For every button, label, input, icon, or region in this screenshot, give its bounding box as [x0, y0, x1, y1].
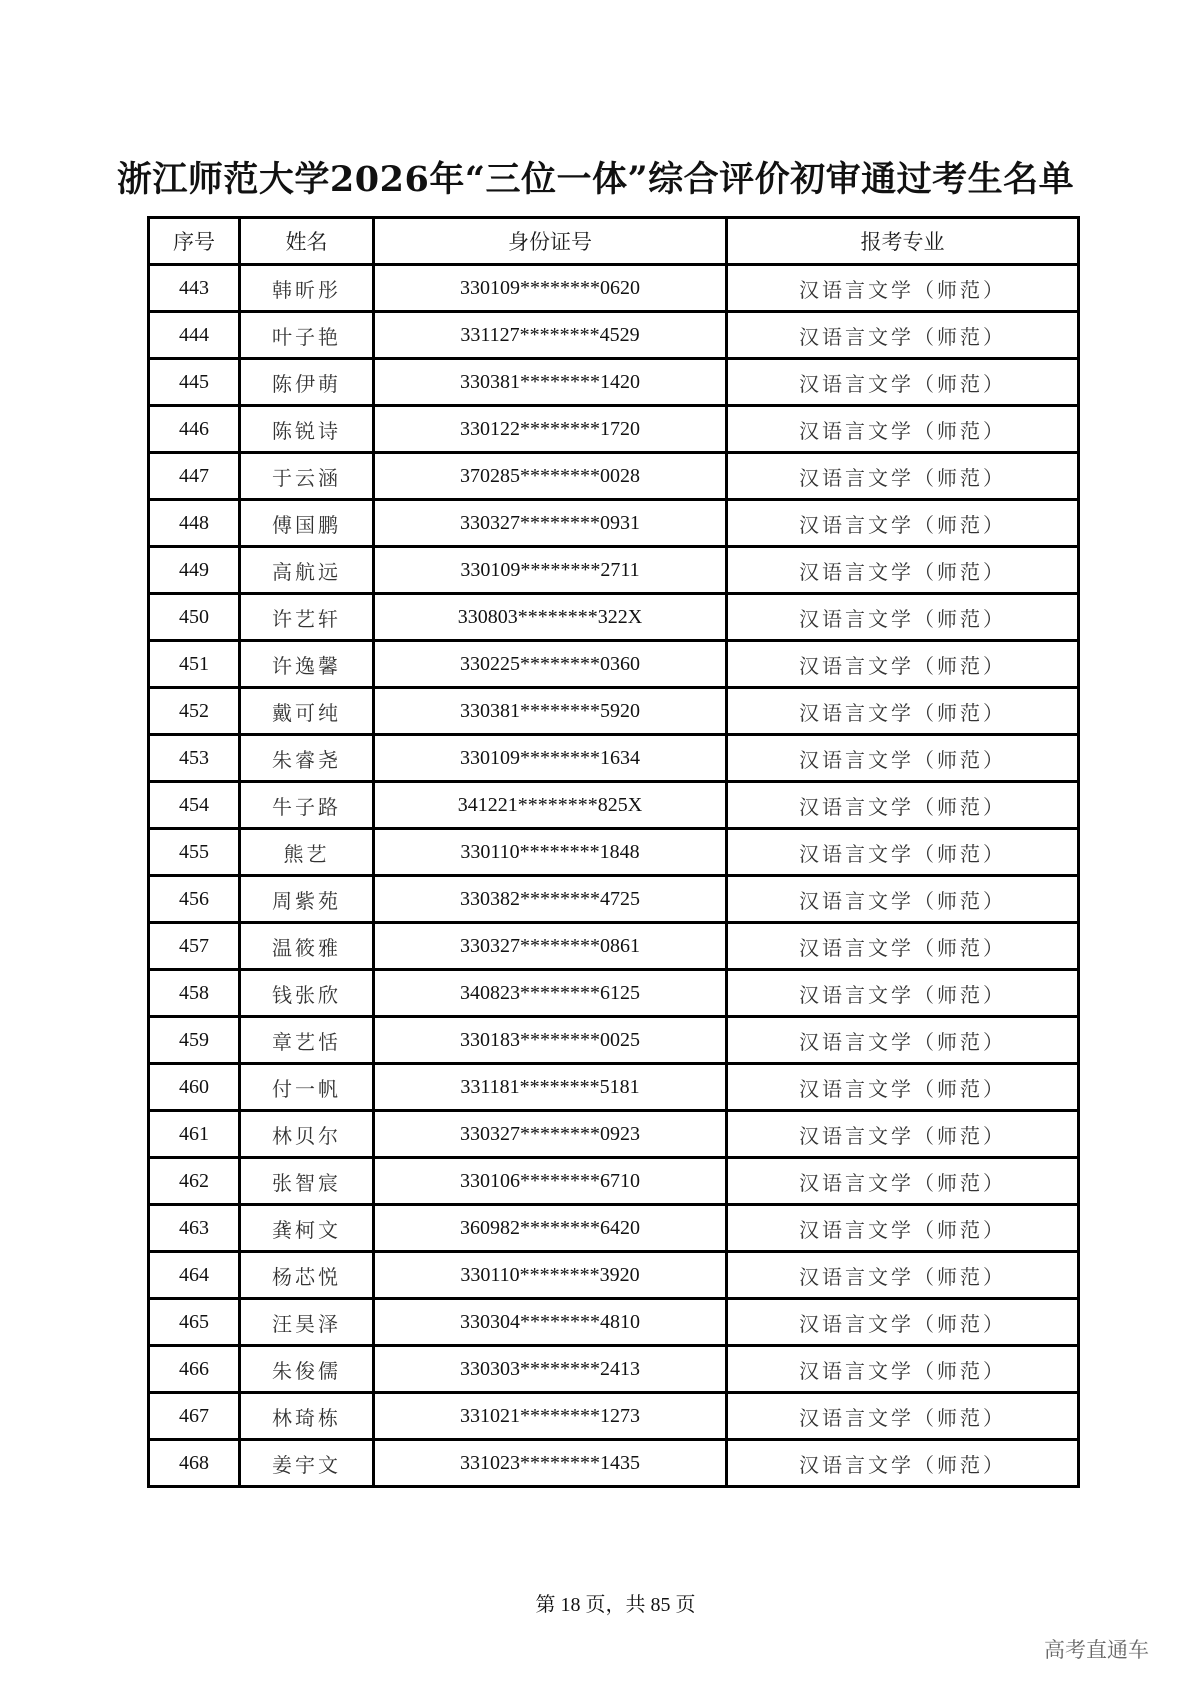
- header-major: 报考专业: [727, 218, 1079, 265]
- serial-number-cell: 449: [149, 547, 240, 594]
- major-cell: 汉语言文学（师范）: [727, 265, 1079, 312]
- serial-number-cell: 453: [149, 735, 240, 782]
- id-number-cell: 330122********1720: [374, 406, 727, 453]
- name-cell: 钱张欣: [240, 970, 374, 1017]
- major-cell: 汉语言文学（师范）: [727, 1111, 1079, 1158]
- name-cell: 张智宸: [240, 1158, 374, 1205]
- serial-number-cell: 445: [149, 359, 240, 406]
- name-cell: 韩昕彤: [240, 265, 374, 312]
- id-number-cell: 331127********4529: [374, 312, 727, 359]
- name-cell: 陈伊萌: [240, 359, 374, 406]
- serial-number-cell: 465: [149, 1299, 240, 1346]
- serial-number-cell: 459: [149, 1017, 240, 1064]
- major-cell: 汉语言文学（师范）: [727, 829, 1079, 876]
- major-cell: 汉语言文学（师范）: [727, 641, 1079, 688]
- id-number-cell: 330110********1848: [374, 829, 727, 876]
- table-row: [149, 970, 1079, 1017]
- id-number-cell: 330382********4725: [374, 876, 727, 923]
- major-cell: 汉语言文学（师范）: [727, 594, 1079, 641]
- table-row: [149, 1205, 1079, 1252]
- name-cell: 许逸馨: [240, 641, 374, 688]
- id-number-cell: 331021********1273: [374, 1393, 727, 1440]
- id-number-cell: 330109********1634: [374, 735, 727, 782]
- id-number-cell: 341221********825X: [374, 782, 727, 829]
- id-number-cell: 330381********1420: [374, 359, 727, 406]
- major-cell: 汉语言文学（师范）: [727, 1346, 1079, 1393]
- serial-number-cell: 463: [149, 1205, 240, 1252]
- table-row: [149, 1346, 1079, 1393]
- id-number-cell: 330106********6710: [374, 1158, 727, 1205]
- serial-number-cell: 454: [149, 782, 240, 829]
- name-cell: 汪昊泽: [240, 1299, 374, 1346]
- serial-number-cell: 455: [149, 829, 240, 876]
- table-row: [149, 876, 1079, 923]
- id-number-cell: 330110********3920: [374, 1252, 727, 1299]
- name-cell: 温筱雅: [240, 923, 374, 970]
- table-row: [149, 453, 1079, 500]
- table-row: [149, 923, 1079, 970]
- table-row: [149, 829, 1079, 876]
- name-cell: 牛子路: [240, 782, 374, 829]
- id-number-cell: 330803********322X: [374, 594, 727, 641]
- id-number-cell: 330304********4810: [374, 1299, 727, 1346]
- id-number-cell: 340823********6125: [374, 970, 727, 1017]
- id-number-cell: 330327********0931: [374, 500, 727, 547]
- serial-number-cell: 461: [149, 1111, 240, 1158]
- serial-number-cell: 451: [149, 641, 240, 688]
- name-cell: 许艺轩: [240, 594, 374, 641]
- page-number: 第 18 页，共 85 页: [535, 1594, 696, 1616]
- major-cell: 汉语言文学（师范）: [727, 406, 1079, 453]
- major-cell: 汉语言文学（师范）: [727, 1299, 1079, 1346]
- header-id-number: 身份证号: [374, 218, 727, 265]
- major-cell: 汉语言文学（师范）: [727, 1017, 1079, 1064]
- serial-number-cell: 443: [149, 265, 240, 312]
- serial-number-cell: 458: [149, 970, 240, 1017]
- major-cell: 汉语言文学（师范）: [727, 688, 1079, 735]
- serial-number-cell: 467: [149, 1393, 240, 1440]
- id-number-cell: 331023********1435: [374, 1440, 727, 1487]
- serial-number-cell: 448: [149, 500, 240, 547]
- table-row: [149, 641, 1079, 688]
- id-number-cell: 330109********0620: [374, 265, 727, 312]
- id-number-cell: 330327********0861: [374, 923, 727, 970]
- name-cell: 熊艺: [240, 829, 374, 876]
- id-number-cell: 330381********5920: [374, 688, 727, 735]
- name-cell: 龚柯文: [240, 1205, 374, 1252]
- id-number-cell: 330327********0923: [374, 1111, 727, 1158]
- table-row: [149, 1158, 1079, 1205]
- watermark: 高考直通车: [1044, 1638, 1149, 1662]
- name-cell: 戴可纯: [240, 688, 374, 735]
- table-row: [149, 265, 1079, 312]
- name-cell: 付一帆: [240, 1064, 374, 1111]
- table-row: [149, 406, 1079, 453]
- table-row: [149, 688, 1079, 735]
- id-number-cell: 331181********5181: [374, 1064, 727, 1111]
- table-row: [149, 359, 1079, 406]
- major-cell: 汉语言文学（师范）: [727, 1440, 1079, 1487]
- candidate-table: [147, 216, 1080, 1488]
- major-cell: 汉语言文学（师范）: [727, 1064, 1079, 1111]
- name-cell: 章艺恬: [240, 1017, 374, 1064]
- serial-number-cell: 452: [149, 688, 240, 735]
- name-cell: 周紫苑: [240, 876, 374, 923]
- table-row: [149, 1111, 1079, 1158]
- name-cell: 于云涵: [240, 453, 374, 500]
- name-cell: 姜宇文: [240, 1440, 374, 1487]
- table-row: [149, 594, 1079, 641]
- table-row: [149, 500, 1079, 547]
- table-row: [149, 1017, 1079, 1064]
- table-row: [149, 1299, 1079, 1346]
- major-cell: 汉语言文学（师范）: [727, 312, 1079, 359]
- major-cell: 汉语言文学（师范）: [727, 735, 1079, 782]
- name-cell: 朱俊儒: [240, 1346, 374, 1393]
- serial-number-cell: 446: [149, 406, 240, 453]
- table-row: [149, 312, 1079, 359]
- major-cell: 汉语言文学（师范）: [727, 782, 1079, 829]
- name-cell: 朱睿尧: [240, 735, 374, 782]
- major-cell: 汉语言文学（师范）: [727, 547, 1079, 594]
- name-cell: 林贝尔: [240, 1111, 374, 1158]
- major-cell: 汉语言文学（师范）: [727, 453, 1079, 500]
- serial-number-cell: 447: [149, 453, 240, 500]
- major-cell: 汉语言文学（师范）: [727, 1252, 1079, 1299]
- serial-number-cell: 444: [149, 312, 240, 359]
- major-cell: 汉语言文学（师范）: [727, 1158, 1079, 1205]
- major-cell: 汉语言文学（师范）: [727, 923, 1079, 970]
- serial-number-cell: 456: [149, 876, 240, 923]
- id-number-cell: 330225********0360: [374, 641, 727, 688]
- table-row: [149, 1440, 1079, 1487]
- table-row: [149, 1393, 1079, 1440]
- table-row: [149, 1252, 1079, 1299]
- name-cell: 杨芯悦: [240, 1252, 374, 1299]
- name-cell: 叶子艳: [240, 312, 374, 359]
- id-number-cell: 330303********2413: [374, 1346, 727, 1393]
- name-cell: 陈锐诗: [240, 406, 374, 453]
- table-row: [149, 1064, 1079, 1111]
- table-row: [149, 547, 1079, 594]
- name-cell: 高航远: [240, 547, 374, 594]
- name-cell: 傅国鹏: [240, 500, 374, 547]
- major-cell: 汉语言文学（师范）: [727, 359, 1079, 406]
- header-name: 姓名: [240, 218, 374, 265]
- major-cell: 汉语言文学（师范）: [727, 876, 1079, 923]
- header-serial-number: 序号: [149, 218, 240, 265]
- document-title: 浙江师范大学2026年“三位一体”综合评价初审通过考生名单: [116, 159, 1075, 200]
- name-cell: 林琦栋: [240, 1393, 374, 1440]
- major-cell: 汉语言文学（师范）: [727, 1205, 1079, 1252]
- table-header-row: [149, 218, 1079, 265]
- serial-number-cell: 457: [149, 923, 240, 970]
- id-number-cell: 370285********0028: [374, 453, 727, 500]
- major-cell: 汉语言文学（师范）: [727, 970, 1079, 1017]
- serial-number-cell: 460: [149, 1064, 240, 1111]
- serial-number-cell: 450: [149, 594, 240, 641]
- id-number-cell: 360982********6420: [374, 1205, 727, 1252]
- serial-number-cell: 468: [149, 1440, 240, 1487]
- table-row: [149, 735, 1079, 782]
- id-number-cell: 330109********2711: [374, 547, 727, 594]
- major-cell: 汉语言文学（师范）: [727, 500, 1079, 547]
- table-row: [149, 782, 1079, 829]
- serial-number-cell: 466: [149, 1346, 240, 1393]
- id-number-cell: 330183********0025: [374, 1017, 727, 1064]
- serial-number-cell: 464: [149, 1252, 240, 1299]
- serial-number-cell: 462: [149, 1158, 240, 1205]
- major-cell: 汉语言文学（师范）: [727, 1393, 1079, 1440]
